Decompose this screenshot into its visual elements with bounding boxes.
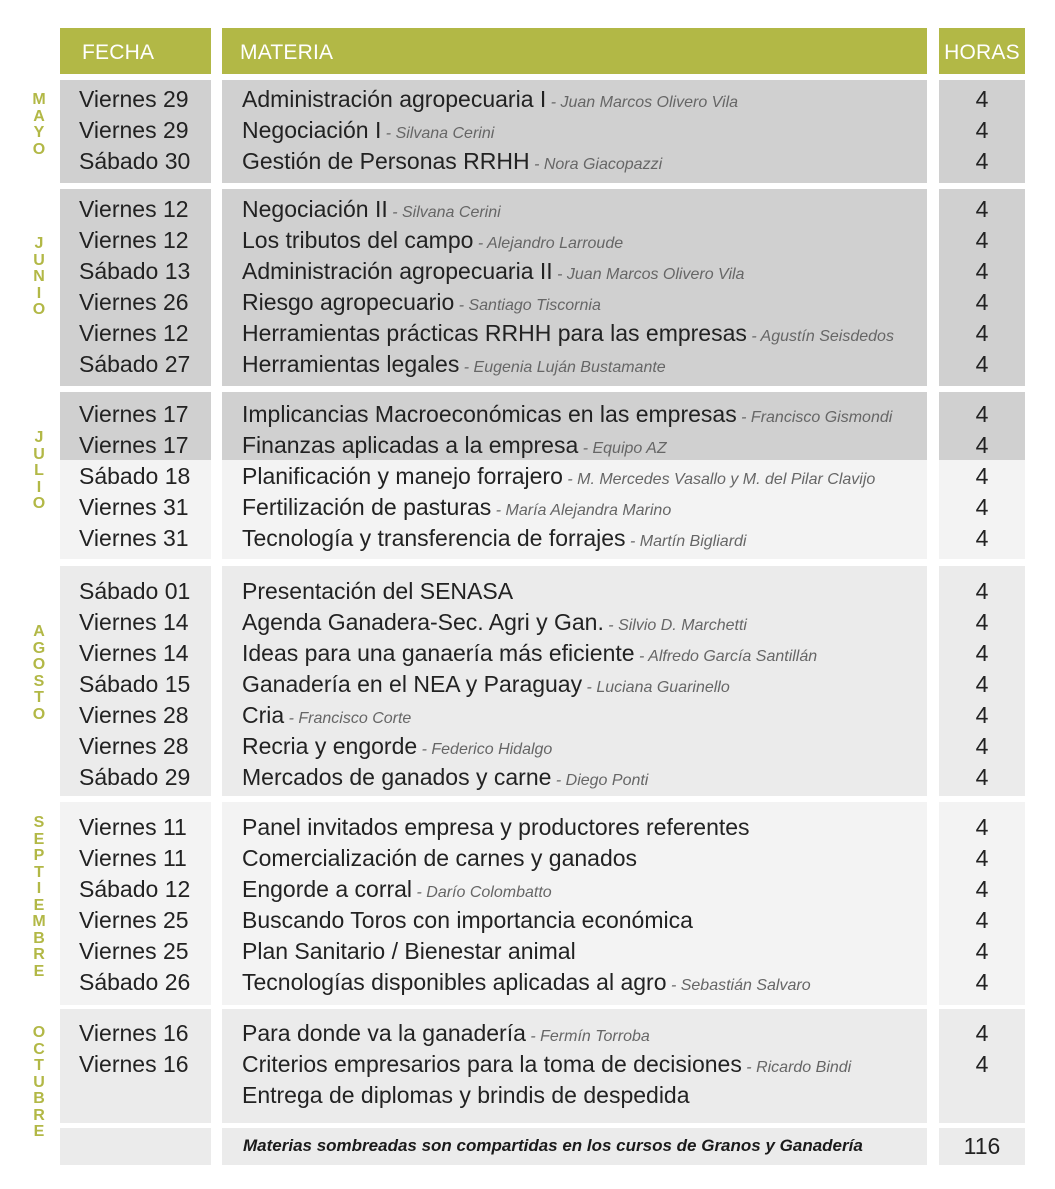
row-subject	[242, 146, 932, 180]
row-date: Viernes 25	[79, 907, 189, 933]
footer-date-cell	[60, 1128, 211, 1165]
table-row	[0, 349, 1055, 380]
row-hours: 4	[975, 814, 989, 840]
row-date: Sábado 15	[79, 671, 191, 697]
row-subject	[242, 700, 932, 734]
subject-name: Agenda Ganadera-Sec. Agri y Gan.	[242, 609, 604, 635]
row-subject	[242, 256, 932, 290]
subject-name: Tecnología y transferencia de forrajes	[242, 525, 626, 551]
row-subject	[242, 461, 932, 495]
row-subject	[242, 84, 932, 118]
table-row	[0, 1018, 1055, 1049]
instructor-name: Fermín Torroba	[540, 1028, 650, 1045]
subject-name: Herramientas prácticas RRHH para las empresas	[242, 320, 747, 346]
row-subject	[242, 638, 932, 672]
row-hours: 4	[975, 1051, 989, 1077]
table-row	[0, 492, 1055, 523]
instructor-separator: -	[525, 1028, 541, 1045]
row-hours: 4	[975, 196, 989, 222]
row-subject	[242, 287, 932, 321]
subject-name: Ganadería en el NEA y Paraguay	[242, 671, 583, 697]
instructor-name: Eugenia Luján Bustamante	[473, 359, 666, 376]
subject-name: Para donde va la ganadería	[242, 1020, 526, 1046]
instructor-separator: -	[625, 533, 640, 550]
row-hours: 4	[975, 351, 989, 377]
row-date: Viernes 16	[79, 1020, 189, 1046]
row-subject	[242, 1049, 932, 1083]
row-hours: 4	[975, 671, 989, 697]
table-row	[0, 84, 1055, 115]
row-subject	[242, 607, 932, 641]
row-subject	[242, 430, 932, 464]
table-row	[0, 874, 1055, 905]
instructor-separator: -	[551, 772, 566, 789]
row-subject	[242, 225, 932, 259]
instructor-name: Alfredo García Santillán	[648, 648, 818, 665]
row-date: Viernes 25	[79, 938, 189, 964]
row-subject	[242, 194, 932, 228]
row-date: Viernes 28	[79, 702, 189, 728]
row-hours: 4	[975, 525, 989, 551]
subject-name: Criterios empresarios para la toma de decisiones	[242, 1051, 742, 1077]
footer-note: Materias sombreadas son compartidas en los cursos de Granos y Ganadería	[243, 1136, 863, 1155]
month-label-septiembre: S E P T I E M B R E	[32, 814, 46, 980]
row-date: Viernes 11	[79, 814, 187, 840]
subject-name: Cria	[242, 702, 285, 728]
row-hours: 4	[975, 969, 989, 995]
row-date: Viernes 29	[79, 86, 189, 112]
subject-name: Ideas para una ganaería más eficiente	[242, 640, 635, 666]
subject-name: Finanzas aplicadas a la empresa	[242, 432, 579, 458]
table-row	[0, 576, 1055, 607]
instructor-separator: -	[741, 1059, 757, 1076]
instructor-name: Silvana Cerini	[395, 125, 495, 142]
subject-name: Mercados de ganados y carne	[242, 764, 552, 790]
table-row	[0, 843, 1055, 874]
row-date: Viernes 28	[79, 733, 189, 759]
subject-name: Los tributos del campo	[242, 227, 474, 253]
instructor-name: Juan Marcos Olivero Vila	[566, 266, 745, 283]
instructor-separator: -	[736, 409, 751, 426]
row-hours: 4	[975, 1020, 989, 1046]
row-hours: 4	[975, 938, 989, 964]
table-row	[0, 812, 1055, 843]
row-date: Viernes 29	[79, 117, 189, 143]
row-hours: 4	[975, 845, 989, 871]
instructor-name: Alejandro Larroude	[487, 235, 624, 252]
subject-name: Engorde a corral	[242, 876, 413, 902]
instructor-separator: -	[417, 741, 432, 758]
month-group-julio	[0, 392, 1055, 559]
row-subject	[242, 812, 932, 843]
instructor-name: Silvana Cerini	[401, 204, 501, 221]
table-row	[0, 731, 1055, 762]
row-date: Sábado 29	[79, 764, 191, 790]
row-hours: 4	[975, 907, 989, 933]
subject-name: Implicancias Macroeconómicas en las empresas	[242, 401, 737, 427]
row-date: Sábado 01	[79, 578, 191, 604]
row-date: Viernes 14	[79, 640, 189, 666]
table-row	[0, 399, 1055, 430]
instructor-name: María Alejandra Marino	[505, 502, 672, 519]
table-row	[0, 762, 1055, 793]
instructor-separator: -	[582, 679, 597, 696]
table-row	[0, 225, 1055, 256]
row-subject	[242, 1080, 932, 1111]
row-hours: 4	[975, 876, 989, 902]
instructor-name: Federico Hidalgo	[431, 741, 553, 758]
instructor-name: Martín Bigliardi	[639, 533, 747, 550]
instructor-name: Juan Marcos Olivero Vila	[560, 94, 739, 111]
row-date: Viernes 31	[79, 494, 189, 520]
month-label-octubre: O C T U B R E	[32, 1024, 46, 1140]
row-hours: 4	[975, 578, 989, 604]
table-row	[0, 256, 1055, 287]
instructor-separator: -	[546, 94, 561, 111]
table-row	[0, 115, 1055, 146]
row-date: Viernes 26	[79, 289, 189, 315]
table-row	[0, 967, 1055, 998]
table-row	[0, 905, 1055, 936]
subject-name: Panel invitados empresa y productores referentes	[242, 814, 750, 840]
subject-name: Recria y engorde	[242, 733, 418, 759]
row-date: Viernes 12	[79, 320, 189, 346]
row-date: Sábado 13	[79, 258, 191, 284]
row-date: Sábado 12	[79, 876, 191, 902]
subject-name: Buscando Toros con importancia económica	[242, 907, 693, 933]
header-materia-label: MATERIA	[240, 41, 334, 64]
instructor-name: Diego Ponti	[565, 772, 649, 789]
instructor-separator: -	[473, 235, 488, 252]
table-row	[0, 430, 1055, 461]
row-subject	[242, 399, 932, 433]
row-hours: 4	[975, 640, 989, 666]
subject-name: Herramientas legales	[242, 351, 460, 377]
row-date: Viernes 12	[79, 196, 189, 222]
subject-name: Negociación II	[242, 196, 388, 222]
instructor-name: Silvio D. Marchetti	[618, 617, 747, 634]
instructor-name: Francisco Gismondi	[750, 409, 893, 426]
instructor-name: Nora Giacopazzi	[543, 156, 663, 173]
subject-name: Comercialización de carnes y ganados	[242, 845, 638, 871]
table-row	[0, 318, 1055, 349]
table-row	[0, 638, 1055, 669]
month-label-mayo: M A Y O	[32, 91, 46, 158]
instructor-separator: -	[634, 648, 649, 665]
instructor-separator: -	[603, 617, 619, 634]
table-row	[0, 1049, 1055, 1080]
row-date: Viernes 16	[79, 1051, 189, 1077]
subject-name: Administración agropecuaria I	[242, 86, 547, 112]
instructor-name: Santiago Tiscornia	[468, 297, 601, 314]
row-date: Viernes 17	[79, 432, 189, 458]
month-group-septiembre	[0, 802, 1055, 1005]
row-date: Viernes 12	[79, 227, 189, 253]
row-subject	[242, 905, 932, 936]
table-row	[0, 936, 1055, 967]
row-hours: 4	[975, 86, 989, 112]
row-subject	[242, 115, 932, 149]
total-hours: 116	[963, 1133, 1001, 1159]
row-subject	[242, 1018, 932, 1052]
subject-name: Fertilización de pasturas	[242, 494, 492, 520]
instructor-separator: -	[746, 328, 761, 345]
row-date: Sábado 30	[79, 148, 191, 174]
row-hours: 4	[975, 432, 989, 458]
row-subject	[242, 349, 932, 383]
instructor-separator: -	[491, 502, 506, 519]
subject-name: Tecnologías disponibles aplicadas al agro	[242, 969, 667, 995]
row-date: Sábado 18	[79, 463, 191, 489]
instructor-separator: -	[578, 440, 593, 457]
row-date: Viernes 31	[79, 525, 189, 551]
table-row	[0, 287, 1055, 318]
row-hours: 4	[975, 733, 989, 759]
instructor-separator: -	[381, 125, 396, 142]
row-subject	[242, 523, 932, 557]
subject-name: Negociación I	[242, 117, 382, 143]
row-date: Sábado 27	[79, 351, 191, 377]
row-hours: 4	[975, 401, 989, 427]
row-subject	[242, 762, 932, 796]
row-date: Viernes 17	[79, 401, 189, 427]
row-subject	[242, 318, 932, 352]
instructor-separator: -	[387, 204, 402, 221]
row-subject	[242, 576, 932, 607]
row-hours: 4	[975, 289, 989, 315]
instructor-separator: -	[562, 471, 578, 488]
instructor-name: Sebastián Salvaro	[680, 977, 811, 994]
row-hours: 4	[975, 320, 989, 346]
row-date: Viernes 11	[79, 845, 187, 871]
row-subject	[242, 492, 932, 526]
table-row	[0, 194, 1055, 225]
instructor-separator: -	[552, 266, 567, 283]
instructor-name: Darío Colombatto	[426, 884, 552, 901]
row-hours: 4	[975, 227, 989, 253]
row-hours: 4	[975, 117, 989, 143]
subject-name: Planificación y manejo forrajero	[242, 463, 563, 489]
row-hours: 4	[975, 463, 989, 489]
instructor-name: Francisco Corte	[298, 710, 412, 727]
header-fecha-label: FECHA	[82, 41, 155, 64]
instructor-name: Ricardo Bindi	[756, 1059, 852, 1076]
subject-name: Entrega de diplomas y brindis de despedida	[242, 1082, 690, 1108]
month-group-agosto	[0, 566, 1055, 796]
row-subject	[242, 843, 932, 874]
subject-name: Plan Sanitario / Bienestar animal	[242, 938, 576, 964]
row-subject	[242, 669, 932, 703]
row-hours: 4	[975, 494, 989, 520]
table-row	[0, 669, 1055, 700]
subject-name: Riesgo agropecuario	[242, 289, 455, 315]
instructor-separator: -	[529, 156, 544, 173]
table-row	[0, 523, 1055, 554]
row-subject	[242, 936, 932, 967]
header-horas	[939, 28, 1025, 74]
table-row	[0, 700, 1055, 731]
row-date: Sábado 26	[79, 969, 191, 995]
instructor-separator: -	[666, 977, 681, 994]
row-hours: 4	[975, 764, 989, 790]
month-label-agosto: A G O S T O	[32, 623, 46, 723]
subject-name: Presentación del SENASA	[242, 578, 514, 604]
instructor-separator: -	[412, 884, 427, 901]
month-group-mayo	[0, 80, 1055, 183]
instructor-name: Agustín Seisdedos	[760, 328, 894, 345]
subject-name: Administración agropecuaria II	[242, 258, 553, 284]
month-group-octubre	[0, 1009, 1055, 1123]
row-hours: 4	[975, 148, 989, 174]
month-group-junio	[0, 189, 1055, 386]
table-row	[0, 607, 1055, 638]
row-subject	[242, 731, 932, 765]
row-date: Viernes 14	[79, 609, 189, 635]
month-label-junio: J U N I O	[32, 235, 46, 318]
instructor-separator: -	[454, 297, 469, 314]
instructor-separator: -	[284, 710, 299, 727]
table-row	[0, 146, 1055, 177]
row-subject	[242, 874, 932, 908]
instructor-name: Luciana Guarinello	[596, 679, 730, 696]
row-hours: 4	[975, 258, 989, 284]
table-row	[0, 461, 1055, 492]
instructor-name: Equipo AZ	[592, 440, 667, 457]
table-row	[0, 1080, 1055, 1111]
header-fecha	[60, 28, 211, 74]
instructor-name: M. Mercedes Vasallo y M. del Pilar Clavijo	[577, 471, 876, 488]
subject-name: Gestión de Personas RRHH	[242, 148, 530, 174]
row-hours: 4	[975, 702, 989, 728]
header-horas-label: HORAS	[944, 41, 1020, 64]
instructor-separator: -	[459, 359, 474, 376]
row-subject	[242, 967, 932, 1001]
row-hours: 4	[975, 609, 989, 635]
month-label-julio: J U L I O	[32, 429, 46, 512]
header-materia	[222, 28, 927, 74]
